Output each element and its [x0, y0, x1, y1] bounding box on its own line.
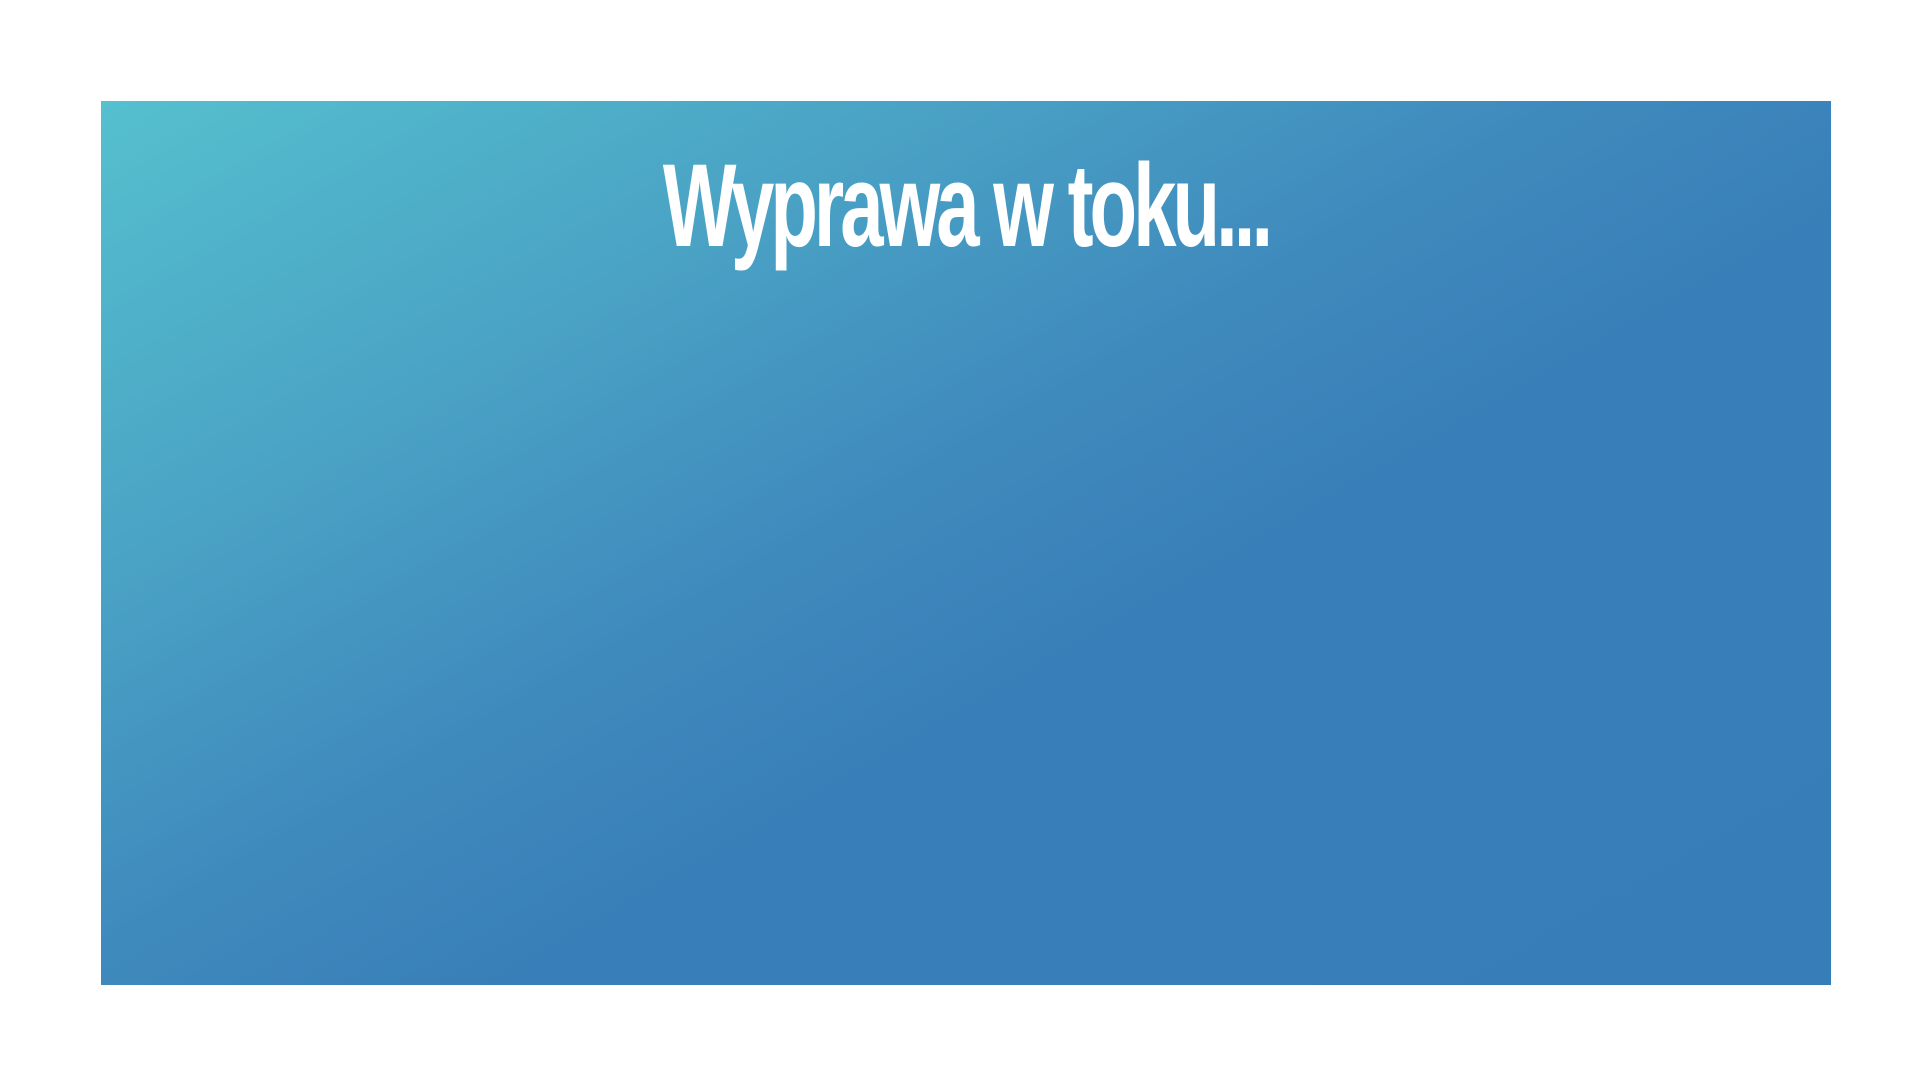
content-panel: [101, 101, 1831, 985]
slide-title: Wyprawa w toku...: [662, 140, 1270, 272]
